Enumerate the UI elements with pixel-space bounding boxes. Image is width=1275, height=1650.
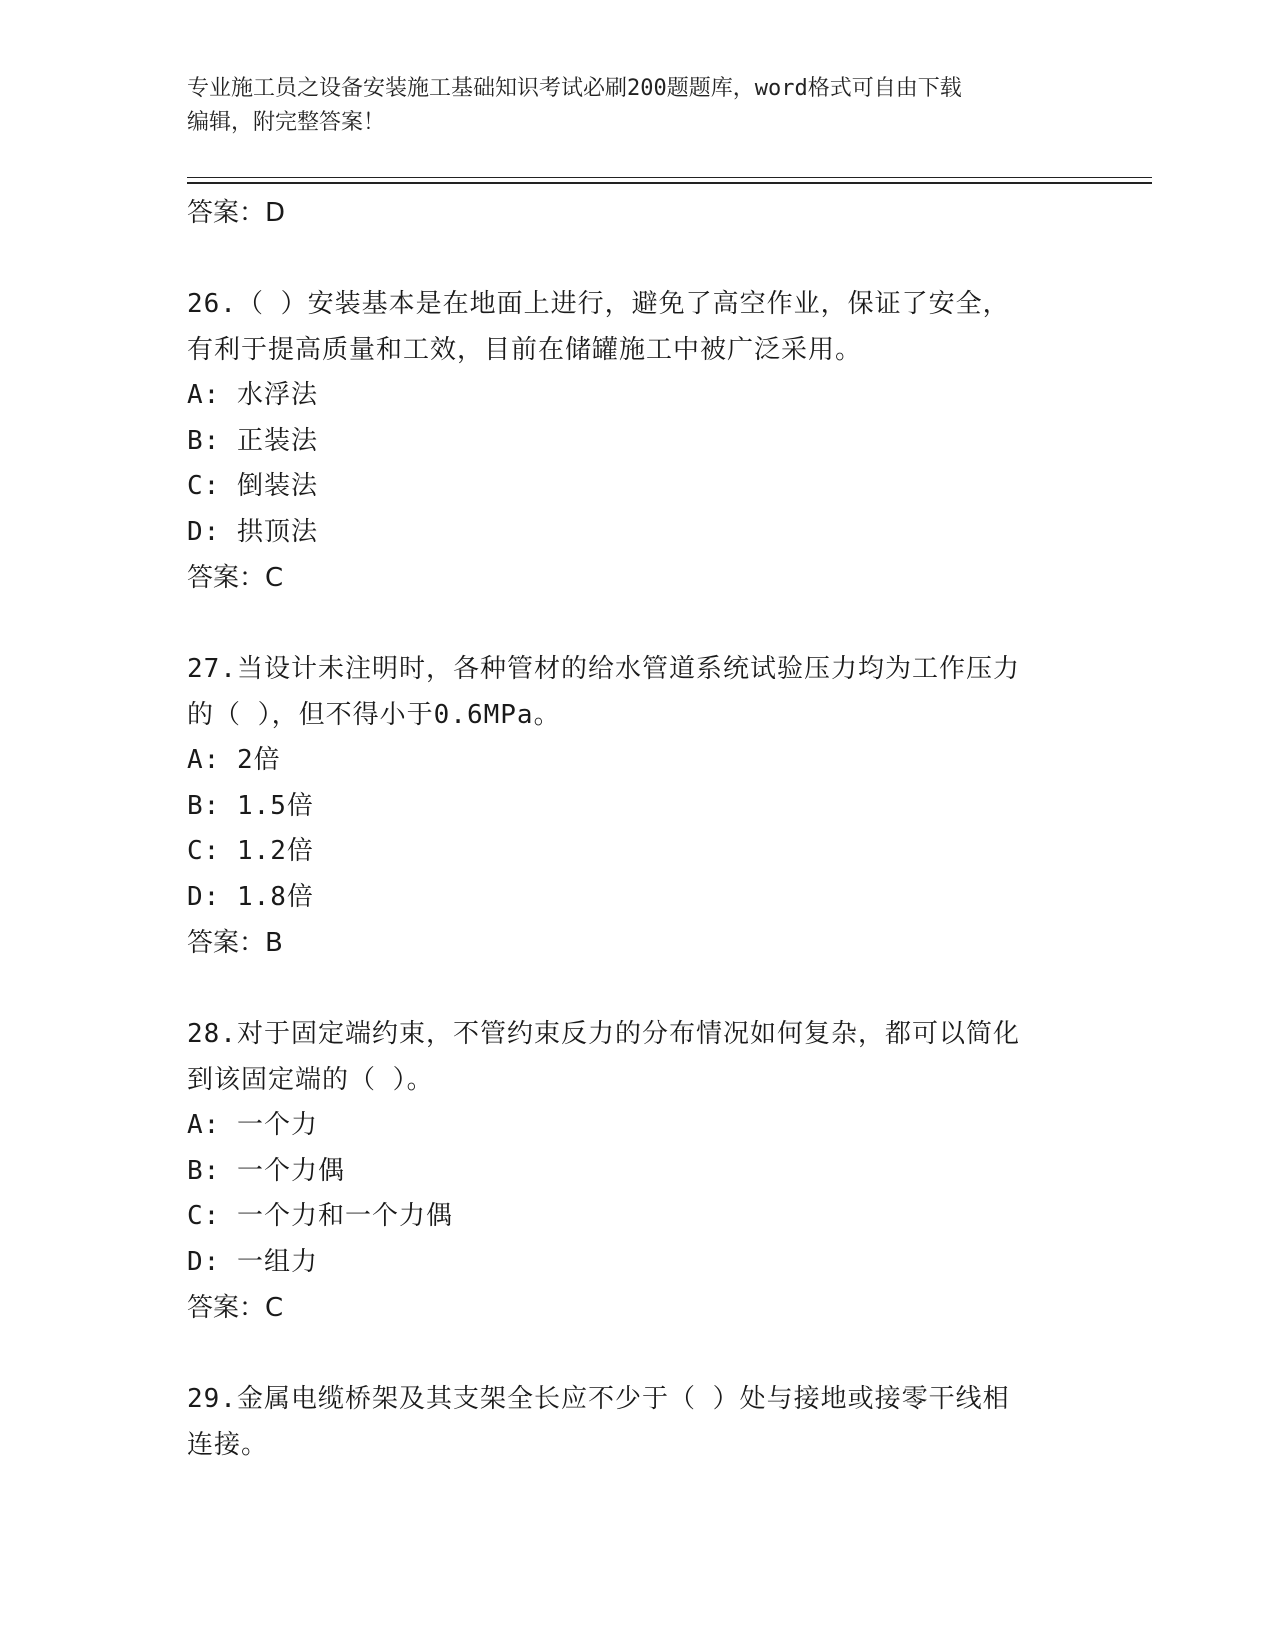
option-d: D: 拱顶法	[187, 516, 318, 547]
question-28	[187, 1012, 1087, 1331]
document-header	[187, 72, 1067, 140]
header-line-1: 专业施工员之设备安装施工基础知识考试必刷200题题库，word格式可自由下载	[187, 76, 962, 101]
question-text: 27.当设计未注明时，各种管材的给水管道系统试验压力均为工作压力	[187, 654, 1020, 684]
option-d: D: 一组力	[187, 1246, 318, 1277]
option-b: B: 一个力偶	[187, 1155, 345, 1186]
answer-line: 答案：D	[187, 198, 286, 228]
option-a: A: 一个力	[187, 1110, 318, 1140]
answer-line: 答案：C	[187, 563, 284, 593]
question-text: 有利于提高质量和工效，目前在储罐施工中被广泛采用。	[187, 334, 863, 365]
question-29	[187, 1377, 1087, 1468]
option-a: A: 水浮法	[187, 380, 318, 410]
header-line-2: 编辑，附完整答案！	[187, 110, 386, 135]
question-text: 到该固定端的（ ）。	[187, 1064, 434, 1095]
question-text: 连接。	[187, 1429, 269, 1460]
header-divider-thin	[187, 177, 1152, 178]
question-text: 29.金属电缆桥架及其支架全长应不少于（ ）处与接地或接零干线相	[187, 1384, 1010, 1414]
answer-line: 答案：C	[187, 1293, 284, 1323]
question-text: 26.（ ）安装基本是在地面上进行，避免了高空作业，保证了安全，	[187, 289, 1010, 319]
answer-line: 答案：B	[187, 928, 283, 958]
question-text: 的（ ），但不得小于0.6MPa。	[187, 699, 561, 730]
option-b: B: 1.5倍	[187, 790, 314, 821]
question-26	[187, 282, 1087, 601]
option-c: C: 1.2倍	[187, 836, 314, 866]
question-text: 28.对于固定端约束，不管约束反力的分布情况如何复杂，都可以简化	[187, 1019, 1020, 1049]
option-a: A: 2倍	[187, 745, 281, 775]
question-27	[187, 647, 1087, 966]
option-d: D: 1.8倍	[187, 881, 314, 912]
option-b: B: 正装法	[187, 425, 318, 456]
question-list	[187, 190, 1087, 1468]
option-c: C: 一个力和一个力偶	[187, 1201, 453, 1231]
header-divider-thick	[187, 182, 1152, 184]
option-c: C: 倒装法	[187, 471, 318, 501]
